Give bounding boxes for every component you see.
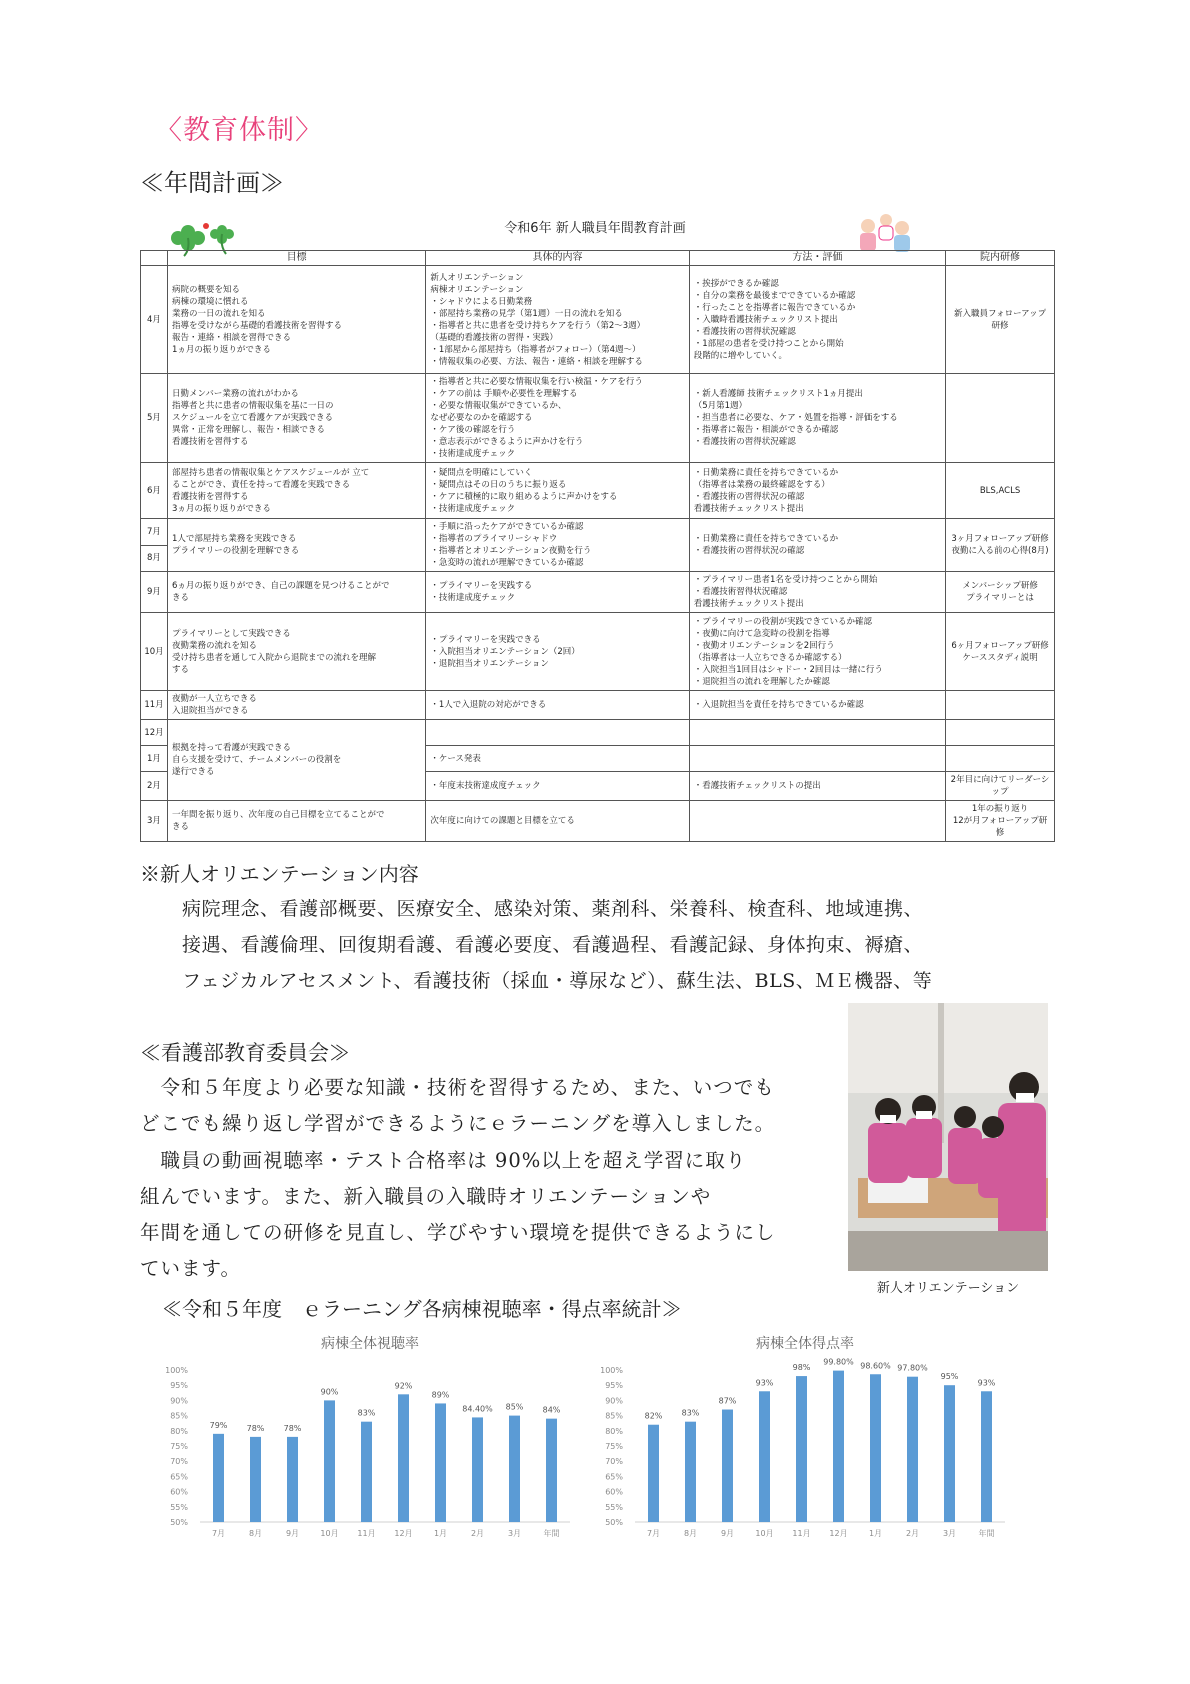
content-cell: ・手順に沿ったケアができているか確認 ・指導者のプライマリーシャドウ ・指導者とオリエンテーション夜勤を行う ・急変時の流れが理解できているか確認 bbox=[426, 519, 689, 572]
orientation-line: フェジカルアセスメント、看護技術（採血・導尿など）、蘇生法、BLS、ＭＥ機器、等 bbox=[182, 970, 933, 992]
section-title: 〈教育体制〉 bbox=[155, 115, 323, 146]
x-tick-label: 3月 bbox=[942, 1529, 957, 1538]
x-tick-label: 11月 bbox=[792, 1529, 811, 1538]
y-tick-label: 65% bbox=[170, 1472, 188, 1482]
plan-table-title: 令和6年 新人職員年間教育計画 bbox=[504, 221, 686, 236]
header-goal: 目標 bbox=[167, 251, 425, 266]
header-method: 方法・評価 bbox=[689, 251, 945, 266]
month-cell: 11月 bbox=[141, 691, 168, 720]
x-tick-label: 12月 bbox=[829, 1529, 848, 1538]
training-cell: 6ヶ月フォローアップ研修 ケーススタディ説明 bbox=[946, 613, 1055, 691]
bar bbox=[546, 1419, 557, 1522]
month-cell: 10月 bbox=[141, 613, 168, 691]
y-tick-label: 100% bbox=[600, 1366, 623, 1375]
x-tick-label: 10月 bbox=[320, 1529, 339, 1538]
training-cell: メンバーシップ研修 プライマリーとは bbox=[946, 572, 1055, 613]
bar bbox=[907, 1377, 918, 1522]
chart-title: 病棟全体得点率 bbox=[756, 1336, 854, 1352]
x-tick-label: 1月 bbox=[868, 1529, 883, 1538]
data-label: 82% bbox=[644, 1411, 663, 1421]
x-tick-label: 年間 bbox=[978, 1529, 995, 1538]
goal-cell: 6ヵ月の振り返りができ、自己の課題を見つけることがで きる bbox=[167, 572, 425, 613]
y-tick-label: 70% bbox=[170, 1457, 188, 1467]
month-cell: 6月 bbox=[141, 463, 168, 519]
bar bbox=[870, 1374, 881, 1522]
data-label: 99.80% bbox=[823, 1357, 854, 1367]
y-tick-label: 90% bbox=[170, 1396, 188, 1406]
annual-plan-table bbox=[140, 250, 1055, 842]
y-tick-label: 50% bbox=[170, 1518, 188, 1527]
content-cell: ・疑問点を明確にしていく ・疑問点はその日のうちに振り返る ・ケアに積極的に取り組めるように声かけをする ・技術達成度チェック bbox=[426, 463, 689, 519]
committee-text-line: ています。 bbox=[140, 1257, 241, 1280]
data-label: 93% bbox=[977, 1378, 996, 1388]
table-row bbox=[141, 374, 1055, 463]
month-cell: 7月 bbox=[141, 519, 168, 546]
y-tick-label: 55% bbox=[170, 1502, 188, 1512]
content-cell: ・ケース発表 bbox=[426, 746, 689, 772]
x-tick-label: 7月 bbox=[646, 1529, 661, 1538]
y-tick-label: 90% bbox=[605, 1396, 623, 1406]
x-tick-label: 8月 bbox=[248, 1529, 263, 1538]
method-cell: ・日勤業務に責任を持ちできているか ・看護技術の習得状況の確認 bbox=[689, 519, 945, 572]
goal-cell: 一年間を振り返り、次年度の自己目標を立てることがで きる bbox=[167, 801, 425, 842]
bar bbox=[324, 1400, 335, 1522]
y-tick-label: 80% bbox=[605, 1426, 623, 1436]
bar bbox=[759, 1391, 770, 1522]
y-tick-label: 70% bbox=[605, 1457, 623, 1467]
y-tick-label: 65% bbox=[605, 1472, 623, 1482]
header-training: 院内研修 bbox=[946, 251, 1055, 266]
y-tick-label: 60% bbox=[605, 1487, 623, 1497]
method-cell bbox=[689, 720, 945, 746]
method-cell: ・看護技術チェックリストの提出 bbox=[689, 772, 945, 801]
table-row bbox=[141, 720, 1055, 746]
data-label: 79% bbox=[209, 1420, 228, 1430]
bar bbox=[796, 1376, 807, 1522]
x-tick-label: 11月 bbox=[357, 1529, 376, 1538]
training-cell: 2年目に向けてリーダーシップ bbox=[946, 772, 1055, 801]
orientation-heading: ※新人オリエンテーション内容 bbox=[140, 862, 419, 886]
y-tick-label: 95% bbox=[605, 1381, 623, 1391]
x-tick-label: 12月 bbox=[394, 1529, 413, 1538]
goal-cell: 1人で部屋持ち業務を実践できる プライマリーの役割を理解できる bbox=[167, 519, 425, 572]
x-tick-label: 9月 bbox=[285, 1529, 300, 1538]
orientation-line: 接遇、看護倫理、回復期看護、看護必要度、看護過程、看護記録、身体拘束、褥瘡、 bbox=[182, 934, 924, 956]
data-label: 78% bbox=[246, 1423, 265, 1433]
month-cell: 9月 bbox=[141, 572, 168, 613]
bar bbox=[833, 1371, 844, 1522]
method-cell: ・日勤業務に責任を持ちできているか （指導者は業務の最終確認をする） ・看護技術の習得状況の確認 看護技術チェックリスト提出 bbox=[689, 463, 945, 519]
data-label: 97.80% bbox=[897, 1363, 928, 1373]
method-cell: ・挨拶ができるか確認 ・自分の業務を最後までできているか確認 ・行ったことを指導者に報告できているか ・入職時看護技術チェックリスト提出 ・看護技術の習得状況確認 ・1部屋の患者を受け持つことから開始 段階的に増やしていく。 bbox=[689, 266, 945, 374]
bar bbox=[648, 1425, 659, 1522]
method-cell: ・プライマリーの役割が実践できているか確認 ・夜勤に向けて急変時の役割を指導 ・夜勤オリエンテーションを2回行う （指導者は一人立ちできるか確認する） ・入院担当1回目はシャドー・2回目は一緒に行う ・退院担当の流れを理解したか確認 bbox=[689, 613, 945, 691]
training-cell: 3ヶ月フォローアップ研修 夜勤に入る前の心得(8月) bbox=[946, 519, 1055, 572]
goal-cell: 部屋持ち患者の情報収集とケアスケジュールが 立て ることができ、責任を持って看護を実践できる 看護技術を習得する 3ヵ月の振り返りができる bbox=[167, 463, 425, 519]
table-row bbox=[141, 572, 1055, 613]
y-tick-label: 100% bbox=[165, 1366, 188, 1375]
y-tick-label: 85% bbox=[605, 1411, 623, 1421]
x-tick-label: 年間 bbox=[543, 1529, 560, 1538]
goal-cell: プライマリーとして実践できる 夜勤業務の流れを知る 受け持ち患者を通して入院から退院までの流れを理解 する bbox=[167, 613, 425, 691]
table-row bbox=[141, 266, 1055, 374]
data-label: 92% bbox=[394, 1381, 413, 1391]
month-cell: 8月 bbox=[141, 545, 168, 572]
header-blank bbox=[141, 251, 168, 266]
table-row bbox=[141, 691, 1055, 720]
x-tick-label: 8月 bbox=[683, 1529, 698, 1538]
committee-heading: ≪看護部教育委員会≫ bbox=[140, 1041, 350, 1065]
content-cell: 次年度に向けての課題と目標を立てる bbox=[426, 801, 689, 842]
month-cell: 12月 bbox=[141, 720, 168, 746]
committee-text-line: 令和５年度より必要な知識・技術を習得するため、また、いつでも bbox=[140, 1076, 775, 1099]
x-tick-label: 2月 bbox=[470, 1529, 485, 1538]
content-cell bbox=[426, 720, 689, 746]
training-cell: 新入職員フォローアップ研修 bbox=[946, 266, 1055, 374]
x-tick-label: 9月 bbox=[720, 1529, 735, 1538]
bar bbox=[287, 1437, 298, 1522]
annual-plan-heading: ≪年間計画≫ bbox=[140, 169, 284, 197]
method-cell: ・入退院担当を責任を持ちできているか確認 bbox=[689, 691, 945, 720]
viewing-rate-chart bbox=[160, 1330, 580, 1560]
bar bbox=[250, 1437, 261, 1522]
month-cell: 3月 bbox=[141, 801, 168, 842]
content-cell: ・1人で入退院の対応ができる bbox=[426, 691, 689, 720]
chart-title: 病棟全体視聴率 bbox=[321, 1336, 419, 1352]
data-label: 95% bbox=[940, 1372, 959, 1382]
data-label: 93% bbox=[755, 1378, 774, 1388]
method-cell: ・プライマリー患者1名を受け持つことから開始 ・看護技術習得状況確認 看護技術チェックリスト提出 bbox=[689, 572, 945, 613]
x-tick-label: 10月 bbox=[755, 1529, 774, 1538]
orientation-line: 病院理念、看護部概要、医療安全、感染対策、薬剤科、栄養科、検査科、地域連携、 bbox=[182, 898, 924, 920]
data-label: 83% bbox=[357, 1408, 376, 1418]
training-cell: BLS,ACLS bbox=[946, 463, 1055, 519]
x-tick-label: 3月 bbox=[507, 1529, 522, 1538]
committee-text-line: 年間を通しての研修を見直し、学びやすい環境を提供できるようにし bbox=[140, 1221, 776, 1244]
x-tick-label: 1月 bbox=[433, 1529, 448, 1538]
bar bbox=[722, 1410, 733, 1522]
committee-text-line: どこでも繰り返し学習ができるようにｅラーニングを導入しました。 bbox=[140, 1112, 776, 1135]
goal-cell: 夜勤が一人立ちできる 入退院担当ができる bbox=[167, 691, 425, 720]
training-cell bbox=[946, 746, 1055, 772]
orientation-photo bbox=[848, 1003, 1048, 1271]
training-cell bbox=[946, 691, 1055, 720]
y-tick-label: 95% bbox=[170, 1381, 188, 1391]
bar bbox=[981, 1391, 992, 1522]
y-tick-label: 75% bbox=[170, 1442, 188, 1451]
month-cell: 5月 bbox=[141, 374, 168, 463]
bar bbox=[213, 1434, 224, 1522]
goal-cell: 日勤メンバー業務の流れがわかる 指導者と共に患者の情報収集を基に一日の スケジュールを立て看護ケアが実践できる 異常・正常を理解し、報告・相談できる 看護技術を習得する bbox=[167, 374, 425, 463]
x-tick-label: 7月 bbox=[211, 1529, 226, 1538]
month-cell: 4月 bbox=[141, 266, 168, 374]
data-label: 87% bbox=[718, 1396, 737, 1406]
month-cell: 1月 bbox=[141, 746, 168, 772]
bar bbox=[435, 1403, 446, 1522]
bar bbox=[685, 1422, 696, 1522]
bar bbox=[944, 1385, 955, 1522]
table-row bbox=[141, 463, 1055, 519]
statistics-heading: ≪令和５年度 ｅラーニング各病棟視聴率・得点率統計≫ bbox=[162, 1297, 682, 1321]
method-cell bbox=[689, 746, 945, 772]
method-cell: ・新人看護師 技術チェックリスト1ヵ月提出 （5月第1週） ・担当患者に必要な、ケア・処置を指導・評価をする ・指導者に報告・相談ができるか確認 ・看護技術の習得状況確認 bbox=[689, 374, 945, 463]
content-cell: ・指導者と共に必要な情報収集を行い検温・ケアを行う ・ケアの前は 手順や必要性を理解する ・必要な情報収集ができているか、 なぜ必要なのかを確認する ・ケア後の確認を行う ・意志表示ができるように声かけを行う ・技術達成度チェック bbox=[426, 374, 689, 463]
training-cell bbox=[946, 720, 1055, 746]
content-cell: ・プライマリーを実践できる ・入院担当オリエンテーション（2回） ・退院担当オリエンテーション bbox=[426, 613, 689, 691]
committee-text-line: 組んでいます。また、新入職員の入職時オリエンテーションや bbox=[140, 1185, 712, 1208]
content-cell: ・年度末技術達成度チェック bbox=[426, 772, 689, 801]
y-tick-label: 75% bbox=[605, 1442, 623, 1451]
data-label: 89% bbox=[431, 1390, 450, 1400]
training-cell bbox=[946, 374, 1055, 463]
training-cell: 1年の振り返り 12が月フォローアップ研修 bbox=[946, 801, 1055, 842]
bar bbox=[509, 1416, 520, 1522]
photo-caption: 新人オリエンテーション bbox=[876, 1281, 1020, 1296]
header-content: 具体的内容 bbox=[426, 251, 689, 266]
y-tick-label: 85% bbox=[170, 1411, 188, 1421]
bar bbox=[361, 1422, 372, 1522]
data-label: 90% bbox=[320, 1387, 339, 1397]
data-label: 98.60% bbox=[860, 1361, 891, 1371]
x-tick-label: 2月 bbox=[905, 1529, 920, 1538]
method-cell bbox=[689, 801, 945, 842]
data-label: 84.40% bbox=[462, 1404, 493, 1414]
table-row bbox=[141, 613, 1055, 691]
content-cell: 新人オリエンテーション 病棟オリエンテーション ・シャドウによる日勤業務 ・部屋持ち業務の見学（第1週）一日の流れを知る ・指導者と共に患者を受け持ちケアを行う（第2〜3週） （基礎的看護技術の習得・実践） ・1部屋から部屋持ち（指導者がフォロー）（第4週〜） ・情報収集の必要、方法、報告・連絡・相談を理解する bbox=[426, 266, 689, 374]
data-label: 84% bbox=[542, 1405, 561, 1415]
score-rate-chart bbox=[595, 1330, 1015, 1560]
data-label: 78% bbox=[283, 1423, 302, 1433]
goal-cell: 病院の概要を知る 病棟の環境に慣れる 業務の一日の流れを知る 指導を受けながら基礎的看護技術を習得する 報告・連絡・相談を習得できる 1ヵ月の振り返りができる bbox=[167, 266, 425, 374]
bar bbox=[398, 1394, 409, 1522]
table-row bbox=[141, 801, 1055, 842]
data-label: 98% bbox=[792, 1363, 811, 1373]
table-header-row bbox=[141, 251, 1055, 266]
content-cell: ・プライマリーを実践する ・技術達成度チェック bbox=[426, 572, 689, 613]
y-tick-label: 60% bbox=[170, 1487, 188, 1497]
bar bbox=[472, 1417, 483, 1522]
goal-cell: 根拠を持って看護が実践できる 自ら支援を受けて、チームメンバーの役割を 遂行できる bbox=[167, 720, 425, 801]
committee-text-line: 職員の動画視聴率・テスト合格率は 90%以上を超え学習に取り bbox=[140, 1149, 747, 1172]
data-label: 85% bbox=[505, 1402, 524, 1412]
y-tick-label: 50% bbox=[605, 1518, 623, 1527]
table-row bbox=[141, 519, 1055, 546]
y-tick-label: 80% bbox=[170, 1426, 188, 1436]
y-tick-label: 55% bbox=[605, 1502, 623, 1512]
month-cell: 2月 bbox=[141, 772, 168, 801]
data-label: 83% bbox=[681, 1408, 700, 1418]
